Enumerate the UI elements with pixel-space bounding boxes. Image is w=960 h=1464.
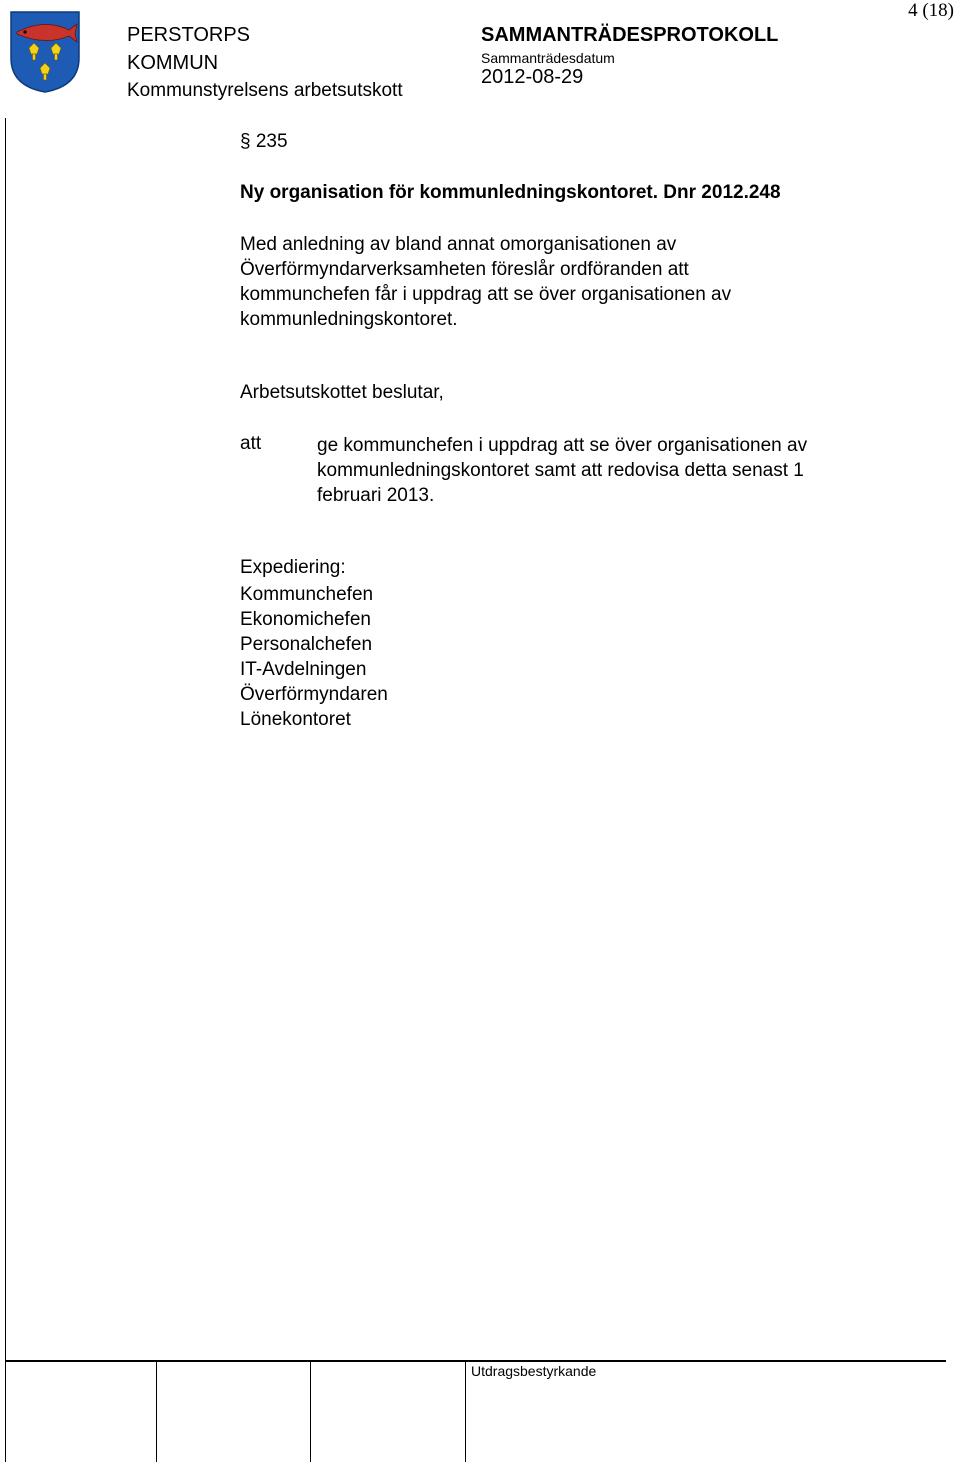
decision-line: kommunledningskontoret samt att redovisa detta senast 1 [317, 460, 804, 481]
paragraph-number: § 235 [240, 131, 288, 152]
recipient-item: Kommunchefen [240, 584, 374, 605]
signature-box-divider [465, 1362, 466, 1462]
org-name-line2: KOMMUN [127, 52, 219, 74]
intro-line: kommunledningskontoret. [240, 309, 458, 330]
document-title: SAMMANTRÄDESPROTOKOLL [481, 24, 779, 46]
recipient-item: Lönekontoret [240, 709, 351, 730]
footer-rule [5, 1360, 946, 1362]
decision-keyword: att [240, 433, 262, 454]
left-margin-rule [5, 118, 6, 1462]
signature-box-divider [310, 1362, 311, 1462]
recipient-item: IT-Avdelningen [240, 659, 367, 680]
decision-text [317, 433, 807, 508]
intro-line: kommunchefen får i uppdrag att se över organisationen av [240, 284, 732, 305]
meeting-date: 2012-08-29 [481, 66, 584, 88]
intro-line: Med anledning av bland annat omorganisationen av [240, 234, 677, 255]
decision-line: ge kommunchefen i uppdrag att se över organisationen av [317, 435, 808, 456]
signature-box-divider [156, 1362, 157, 1462]
municipal-crest-logo [9, 10, 81, 94]
meeting-date-label: Sammanträdesdatum [481, 50, 615, 66]
committee-name: Kommunstyrelsens arbetsutskott [127, 80, 403, 101]
intro-text [240, 232, 731, 332]
decision-line: februari 2013. [317, 485, 435, 506]
page-number: 4 (18) [908, 0, 954, 21]
section-heading: Ny organisation för kommunledningskontoret. Dnr 2012.248 [240, 182, 781, 203]
recipient-item: Personalchefen [240, 634, 373, 655]
expediering-title: Expediering: [240, 557, 346, 578]
certification-label: Utdragsbestyrkande [471, 1363, 597, 1379]
expediering-list [240, 582, 388, 732]
intro-line: Överförmyndarverksamheten föreslår ordföranden att [240, 259, 689, 280]
decision-heading: Arbetsutskottet beslutar, [240, 382, 444, 403]
org-name-line1: PERSTORPS [127, 24, 250, 46]
recipient-item: Överförmyndaren [240, 684, 388, 705]
recipient-item: Ekonomichefen [240, 609, 371, 630]
